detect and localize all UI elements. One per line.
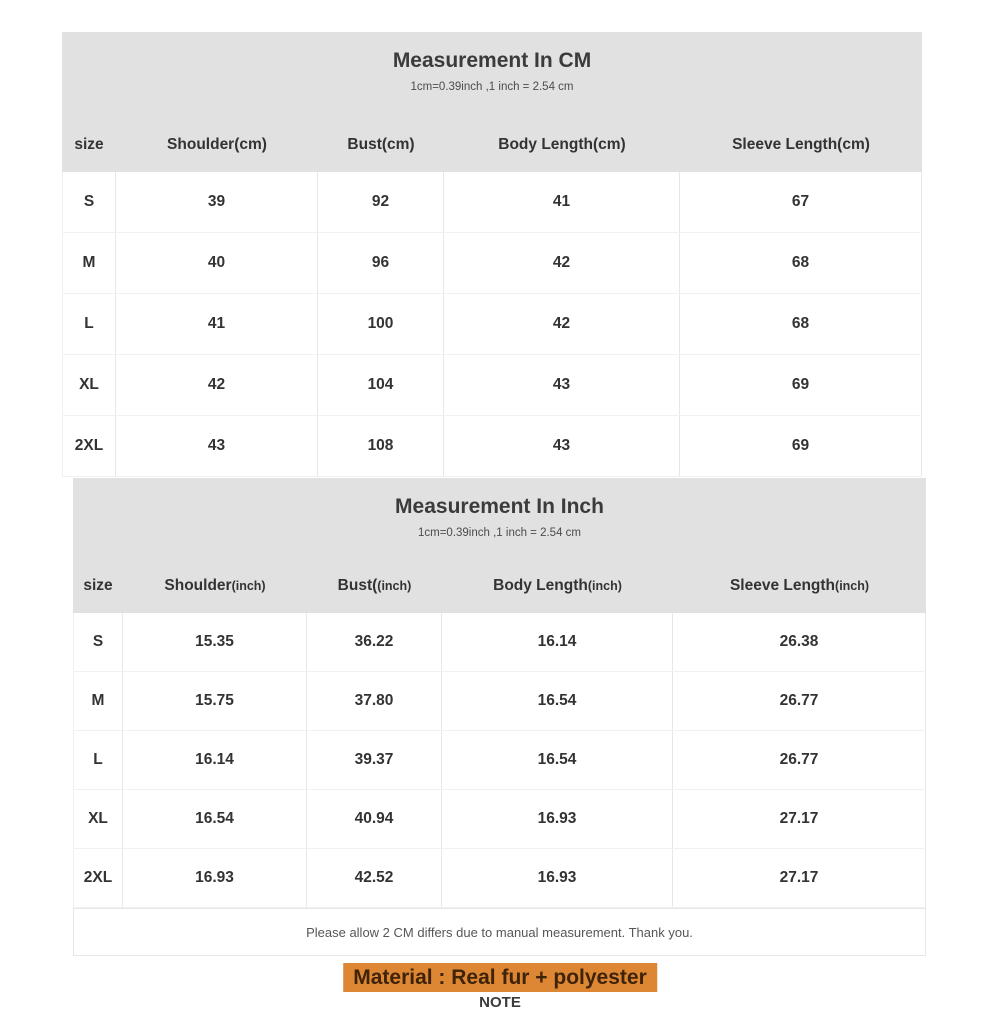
column-header-shoulder: Shoulder(inch) (164, 577, 266, 594)
cell-bust: 96 (318, 233, 444, 293)
cell-shoulder: 42 (116, 355, 318, 415)
cell-shoulder: 43 (116, 416, 318, 476)
cell-size: XL (62, 355, 116, 415)
cell-sleeve-length: 69 (680, 355, 922, 415)
table-row (62, 355, 922, 416)
cell-sleeve-length: 27.17 (673, 849, 926, 907)
cell-sleeve-length: 27.17 (673, 790, 926, 848)
cell-body-length: 43 (444, 355, 680, 415)
cell-body-length: 16.54 (442, 731, 673, 789)
cm-table-subtitle: 1cm=0.39inch ,1 inch = 2.54 cm (410, 81, 574, 93)
cell-size: S (73, 613, 123, 671)
column-header-bust: Bust((inch) (337, 577, 412, 594)
cell-bust: 36.22 (307, 613, 442, 671)
column-header-size: size (83, 577, 113, 594)
cm-table-title: Measurement In CM (392, 49, 592, 72)
cell-sleeve-length: 68 (680, 294, 922, 354)
column-header-body-length: Body Length(cm) (498, 136, 626, 153)
cell-size: 2XL (73, 849, 123, 907)
cell-shoulder: 39 (116, 172, 318, 232)
note-heading-clipped: NOTE (479, 994, 521, 1011)
cell-bust: 37.80 (307, 672, 442, 730)
cell-body-length: 43 (444, 416, 680, 476)
inch-table-header (73, 478, 926, 613)
cell-size: S (62, 172, 116, 232)
table-row (73, 613, 926, 672)
cell-body-length: 16.93 (442, 849, 673, 907)
cell-size: L (73, 731, 123, 789)
cell-bust: 40.94 (307, 790, 442, 848)
cell-body-length: 42 (444, 294, 680, 354)
cell-bust: 42.52 (307, 849, 442, 907)
cell-body-length: 42 (444, 233, 680, 293)
table-row (73, 849, 926, 908)
cell-bust: 39.37 (307, 731, 442, 789)
cell-body-length: 16.93 (442, 790, 673, 848)
cell-sleeve-length: 67 (680, 172, 922, 232)
inch-table-title: Measurement In Inch (395, 495, 604, 518)
table-row (73, 672, 926, 731)
cell-sleeve-length: 69 (680, 416, 922, 476)
cell-size: L (62, 294, 116, 354)
cm-column-header-row (62, 118, 922, 172)
table-row (73, 731, 926, 790)
column-header-sleeve-length: Sleeve Length(cm) (732, 136, 870, 153)
cm-table-header (62, 32, 922, 172)
material-highlight: Material : Real fur + polyester (343, 963, 657, 992)
table-row (62, 233, 922, 294)
cell-sleeve-length: 68 (680, 233, 922, 293)
inch-table-subtitle: 1cm=0.39inch ,1 inch = 2.54 cm (417, 527, 581, 539)
measurement-cm-table (62, 32, 922, 477)
cell-sleeve-length: 26.77 (673, 731, 926, 789)
column-header-size: size (74, 136, 104, 153)
cell-body-length: 41 (444, 172, 680, 232)
cell-shoulder: 16.14 (123, 731, 307, 789)
column-header-bust: Bust(cm) (347, 136, 415, 153)
table-row (62, 172, 922, 233)
table-row (62, 294, 922, 355)
cell-body-length: 16.54 (442, 672, 673, 730)
cell-size: XL (73, 790, 123, 848)
measurement-note: Please allow 2 CM differs due to manual measurement. Thank you. (73, 908, 926, 956)
cell-sleeve-length: 26.77 (673, 672, 926, 730)
column-header-sleeve-length: Sleeve Length(inch) (729, 577, 870, 594)
cell-sleeve-length: 26.38 (673, 613, 926, 671)
cell-shoulder: 15.35 (123, 613, 307, 671)
cell-size: 2XL (62, 416, 116, 476)
column-header-body-length: Body Length(inch) (493, 577, 622, 594)
cell-bust: 104 (318, 355, 444, 415)
cell-shoulder: 15.75 (123, 672, 307, 730)
cell-bust: 100 (318, 294, 444, 354)
table-row (62, 416, 922, 477)
cell-bust: 92 (318, 172, 444, 232)
inch-column-header-row (73, 559, 926, 613)
cell-shoulder: 41 (116, 294, 318, 354)
cell-shoulder: 16.54 (123, 790, 307, 848)
measurement-inch-table (73, 478, 926, 956)
cell-size: M (73, 672, 123, 730)
cell-shoulder: 16.93 (123, 849, 307, 907)
column-header-shoulder: Shoulder(cm) (167, 136, 267, 153)
table-row (73, 790, 926, 849)
cell-shoulder: 40 (116, 233, 318, 293)
cell-size: M (62, 233, 116, 293)
cell-body-length: 16.14 (442, 613, 673, 671)
cell-bust: 108 (318, 416, 444, 476)
